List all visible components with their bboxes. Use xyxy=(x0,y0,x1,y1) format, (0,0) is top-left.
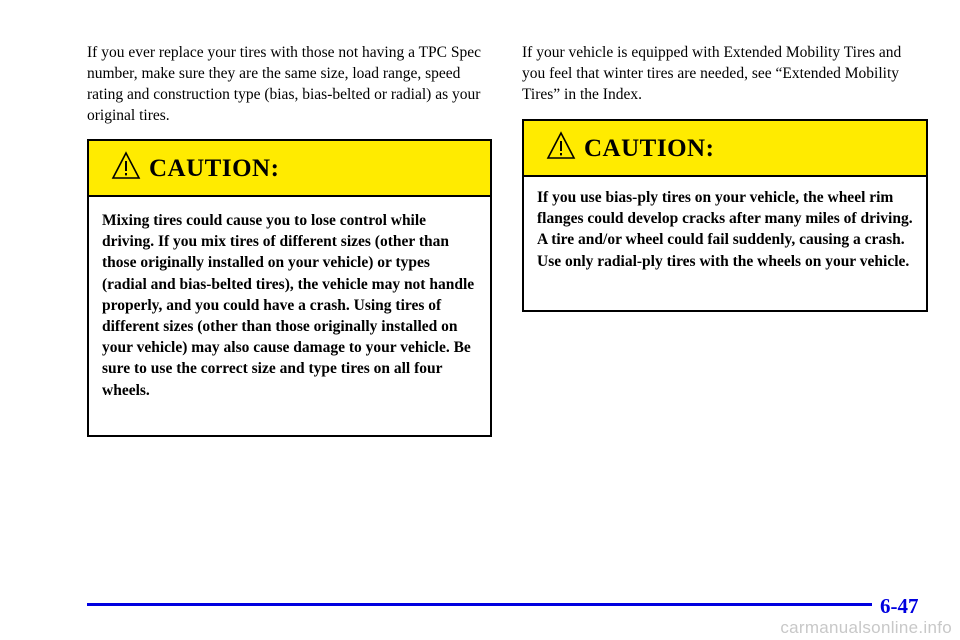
caution-header xyxy=(89,141,490,197)
left-column xyxy=(87,42,492,126)
caution-text: Mixing tires could cause you to lose control while driving. If you mix tires of different sizes (other than those originally installed on your vehicle) or types (radial and bias‑belted tires), the vehicle may not handle properly, and you could have a crash. Using tires of different sizes (other than those originally installed on your vehicle) may also cause damage to your vehicle. Be sure to use the correct size and type tires on all four wheels. xyxy=(102,212,475,399)
caution-text: If you use bias‑ply tires on your vehicle, the wheel rim flanges could develop cracks after many miles of driving. A tire and/or wheel could fail suddenly, causing a crash. Use only radial‑ply tires with the wheels on your vehicle. xyxy=(537,189,913,270)
caution-box-bias-ply xyxy=(522,119,928,312)
warning-triangle-icon xyxy=(111,151,141,181)
left-intro-paragraph: If you ever replace your tires with those not having a TPC Spec number, make sure they are the same size, load range, speed rating and construction type (bias, bias‑belted or radial) as your original tires. xyxy=(87,44,482,124)
caution-header xyxy=(524,121,926,177)
watermark: carmanualsonline.info xyxy=(780,618,952,637)
caution-title: CAUTION: xyxy=(584,135,715,162)
right-column xyxy=(522,42,927,105)
caution-box-mixing-tires xyxy=(87,139,492,437)
caution-title: CAUTION: xyxy=(149,155,280,182)
warning-triangle-icon xyxy=(546,131,576,161)
footer-divider xyxy=(87,603,872,606)
right-intro-paragraph: If your vehicle is equipped with Extended Mobility Tires and you feel that winter tires are needed, see “Extended Mobility Tires” in the Index. xyxy=(522,44,902,103)
page-number: 6-47 xyxy=(880,594,919,618)
